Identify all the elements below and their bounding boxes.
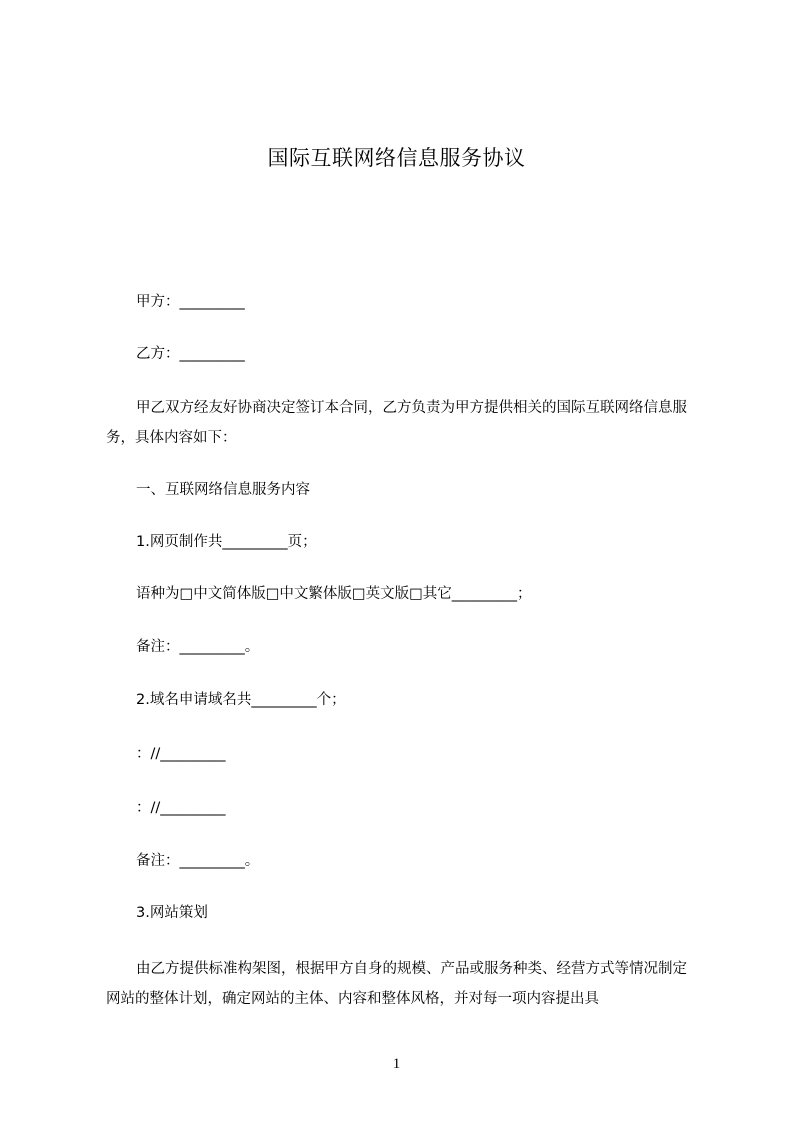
url1-line: ：//_________ [136,746,226,762]
item3-paragraph: 由乙方提供标准构架图，根据甲方自身的规模、产品或服务种类、经营方式等情况制定网站的整体计划，确定网站的主体、内容和整体风格，并对每一项内容提出具 [106,961,687,1007]
page-number: 1 [392,1056,401,1072]
document-title: 国际互联网络信息服务协议 [267,146,526,170]
note1-line: 备注：_________。 [136,639,260,655]
languages-line: 语种为□中文简体版□中文繁体版□英文版□其它_________； [136,586,532,602]
note2-line: 备注：_________。 [136,853,260,869]
party-a-line: 甲方：_________ [136,294,245,310]
intro-paragraph: 甲乙双方经友好协商决定签订本合同，乙方负责为甲方提供相关的国际互联网络信息服务，具体内容如下： [106,400,687,446]
item3-heading: 3.网站策划 [136,905,208,921]
section1-heading: 一、互联网络信息服务内容 [136,482,310,498]
item2-domains: 2.域名申请域名共_________个； [136,692,346,708]
party-b-line: 乙方：_________ [136,346,245,362]
item1-pages: 1.网页制作共_________页； [136,534,317,550]
url2-line: ：//_________ [136,800,226,816]
